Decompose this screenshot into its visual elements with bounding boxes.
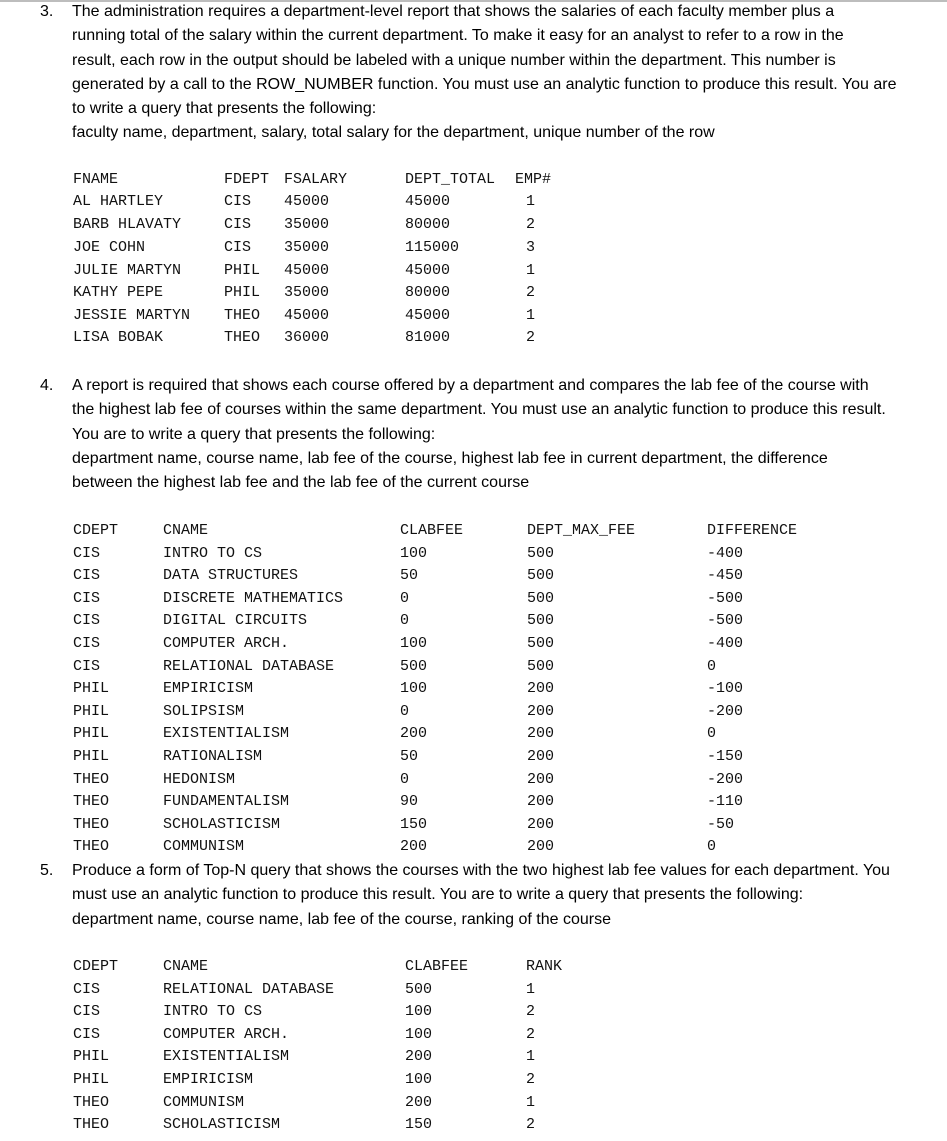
column-header: DEPT_TOTAL — [405, 171, 496, 188]
table-cell: 500 — [400, 658, 428, 675]
question-line: between the highest lab fee and the lab fee of the current course — [72, 474, 530, 492]
table-cell: 2 — [526, 1003, 536, 1020]
table-cell: 200 — [527, 838, 555, 855]
table-cell: THEO — [73, 1116, 110, 1133]
table-cell: EMPIRICISM — [163, 680, 254, 697]
table-cell: 500 — [527, 635, 555, 652]
table-row — [0, 836, 947, 858]
table-cell: THEO — [73, 816, 110, 833]
table-cell: 200 — [527, 771, 555, 788]
question-text — [72, 0, 947, 146]
question-text — [72, 374, 947, 495]
table-row — [0, 1046, 947, 1068]
table-cell: CIS — [73, 612, 101, 629]
table-cell: DISCRETE MATHEMATICS — [163, 590, 344, 607]
table-cell: 1 — [526, 1094, 536, 1111]
table-cell: -50 — [707, 816, 735, 833]
question-text — [72, 859, 947, 932]
table-cell: EXISTENTIALISM — [163, 725, 290, 742]
table-cell: 1 — [526, 193, 536, 210]
table-cell: 1 — [526, 981, 536, 998]
table-cell: 35000 — [284, 239, 330, 256]
table-cell: 2 — [526, 1026, 536, 1043]
table-cell: -450 — [707, 567, 744, 584]
table-cell: 200 — [527, 725, 555, 742]
column-header: RANK — [526, 958, 563, 975]
table-cell: INTRO TO CS — [163, 545, 263, 562]
table-cell: PHIL — [73, 1048, 110, 1065]
column-header: DIFFERENCE — [707, 522, 798, 539]
table-row — [0, 237, 947, 259]
column-header: FSALARY — [284, 171, 348, 188]
table-cell: 0 — [707, 658, 717, 675]
table-cell: PHIL — [224, 262, 261, 279]
table-cell: 50 — [400, 567, 419, 584]
table-cell: PHIL — [73, 725, 110, 742]
table-cell: 100 — [400, 545, 428, 562]
question-line: The administration requires a department-level report that shows the salaries of each faculty member plus a — [72, 3, 835, 20]
table-cell: RATIONALISM — [163, 748, 263, 765]
table-cell: 1 — [526, 1048, 536, 1065]
table-cell: THEO — [73, 1094, 110, 1111]
table-cell: 100 — [405, 1003, 433, 1020]
table-cell: CIS — [73, 658, 101, 675]
column-header: FDEPT — [224, 171, 270, 188]
question-line: department name, course name, lab fee of the course, ranking of the course — [72, 910, 611, 928]
table-cell: 2 — [526, 284, 536, 301]
table-header — [0, 956, 947, 978]
question-line: Produce a form of Top-N query that shows the courses with the two highest lab fee values for each department. You — [72, 862, 890, 879]
column-header: CDEPT — [73, 522, 119, 539]
table-cell: DIGITAL CIRCUITS — [163, 612, 308, 629]
question-line: generated by a call to the ROW_NUMBER function. You must use an analytic function to produce this result. You are — [72, 75, 897, 93]
table-cell: 100 — [405, 1071, 433, 1088]
table-cell: 45000 — [284, 193, 330, 210]
table-cell: 150 — [405, 1116, 433, 1133]
question-line: running total of the salary within the current department. To make it easy for an analyst to refer to a row in the — [72, 27, 844, 45]
table-row — [0, 701, 947, 723]
table-row — [0, 1024, 947, 1046]
table-cell: COMPUTER ARCH. — [163, 635, 290, 652]
table-cell: 1 — [526, 307, 536, 324]
table-cell: 500 — [527, 545, 555, 562]
table-row — [0, 979, 947, 1001]
table-row — [0, 260, 947, 282]
table-cell: -400 — [707, 635, 744, 652]
table-cell: 0 — [400, 771, 410, 788]
table-cell: 2 — [526, 1116, 536, 1133]
table-cell: THEO — [73, 838, 110, 855]
table-cell: -200 — [707, 703, 744, 720]
table-cell: 200 — [527, 703, 555, 720]
table-cell: -150 — [707, 748, 744, 765]
table-cell: 100 — [405, 1026, 433, 1043]
table-cell: CIS — [73, 567, 101, 584]
table-cell: THEO — [224, 307, 261, 324]
table-cell: -500 — [707, 590, 744, 607]
column-header: CLABFEE — [405, 958, 469, 975]
table-cell: 200 — [527, 816, 555, 833]
table-cell: 200 — [527, 793, 555, 810]
table-cell: 2 — [526, 329, 536, 346]
column-header: FNAME — [73, 171, 119, 188]
table-row — [0, 678, 947, 700]
table-cell: 2 — [526, 216, 536, 233]
question-line: to write a query that presents the following: — [72, 100, 377, 118]
table-cell: 35000 — [284, 284, 330, 301]
table-cell: INTRO TO CS — [163, 1003, 263, 1020]
table-row — [0, 633, 947, 655]
table-row — [0, 769, 947, 791]
table-cell: 115000 — [405, 239, 460, 256]
table-cell: 500 — [527, 658, 555, 675]
table-cell: 500 — [527, 612, 555, 629]
column-header: CDEPT — [73, 958, 119, 975]
table-cell: 200 — [405, 1048, 433, 1065]
table-row — [0, 610, 947, 632]
table-cell: 45000 — [284, 307, 330, 324]
table-row — [0, 543, 947, 565]
table-cell: PHIL — [73, 703, 110, 720]
table-cell: RELATIONAL DATABASE — [163, 658, 335, 675]
table-cell: CIS — [224, 239, 252, 256]
table-cell: COMMUNISM — [163, 1094, 245, 1111]
table-cell: CIS — [224, 216, 252, 233]
table-cell: -110 — [707, 793, 744, 810]
table-cell: 150 — [400, 816, 428, 833]
question-number: 5. — [40, 862, 54, 879]
table-cell: 200 — [527, 748, 555, 765]
table-cell: 0 — [707, 838, 717, 855]
table-cell: 45000 — [405, 193, 451, 210]
table-cell: 90 — [400, 793, 419, 810]
table-row — [0, 746, 947, 768]
table-cell: THEO — [73, 771, 110, 788]
table-cell: 200 — [400, 725, 428, 742]
question-line: must use an analytic function to produce this result. You are to write a query that presents the following: — [72, 886, 804, 904]
table-cell: 45000 — [284, 262, 330, 279]
table-row — [0, 791, 947, 813]
question-number: 4. — [40, 377, 54, 394]
table-row — [0, 305, 947, 327]
table-cell: FUNDAMENTALISM — [163, 793, 290, 810]
table-cell: COMMUNISM — [163, 838, 245, 855]
table-cell: JOE COHN — [73, 239, 146, 256]
table-cell: KATHY PEPE — [73, 284, 164, 301]
column-header: EMP# — [515, 171, 552, 188]
table-cell: 45000 — [405, 262, 451, 279]
table-cell: 200 — [405, 1094, 433, 1111]
table-cell: HEDONISM — [163, 771, 236, 788]
column-header: CLABFEE — [400, 522, 464, 539]
table-cell: 80000 — [405, 216, 451, 233]
table-cell: PHIL — [73, 680, 110, 697]
table-row — [0, 214, 947, 236]
table-cell: 45000 — [405, 307, 451, 324]
column-header: CNAME — [163, 958, 209, 975]
table-cell: 0 — [400, 590, 410, 607]
question-line: faculty name, department, salary, total salary for the department, unique number of the row — [72, 124, 715, 142]
table-row — [0, 1001, 947, 1023]
table-cell: CIS — [73, 1003, 101, 1020]
table-cell: CIS — [73, 590, 101, 607]
table-cell: DATA STRUCTURES — [163, 567, 299, 584]
table-header — [0, 169, 947, 191]
question-line: the highest lab fee of courses within the same department. You must use an analytic function to produce this result. — [72, 401, 886, 419]
table-cell: 1 — [526, 262, 536, 279]
table-cell: CIS — [73, 1026, 101, 1043]
table-cell: 50 — [400, 748, 419, 765]
table-row — [0, 588, 947, 610]
table-header — [0, 520, 947, 542]
table-row — [0, 1069, 947, 1091]
question-line: A report is required that shows each course offered by a department and compares the lab fee of the course with — [72, 377, 869, 394]
column-header: CNAME — [163, 522, 209, 539]
table-cell: PHIL — [73, 1071, 110, 1088]
question-line: department name, course name, lab fee of the course, highest lab fee in current department, the difference — [72, 449, 828, 467]
table-row — [0, 565, 947, 587]
table-cell: BARB HLAVATY — [73, 216, 182, 233]
question-line: You are to write a query that presents the following: — [72, 425, 436, 443]
table-cell: 80000 — [405, 284, 451, 301]
table-cell: PHIL — [73, 748, 110, 765]
table-cell: 3 — [526, 239, 536, 256]
table-cell: 100 — [400, 635, 428, 652]
table-cell: 36000 — [284, 329, 330, 346]
table-row — [0, 656, 947, 678]
table-cell: 2 — [526, 1071, 536, 1088]
table-cell: 100 — [400, 680, 428, 697]
table-cell: 200 — [527, 680, 555, 697]
table-row — [0, 814, 947, 836]
table-cell: SOLIPSISM — [163, 703, 245, 720]
table-cell: CIS — [73, 635, 101, 652]
table-cell: SCHOLASTICISM — [163, 1116, 281, 1133]
question-line: result, each row in the output should be labeled with a unique number within the department. This number is — [72, 51, 836, 69]
table-cell: AL HARTLEY — [73, 193, 164, 210]
table-row — [0, 327, 947, 349]
question-number: 3. — [40, 3, 54, 20]
table-row — [0, 723, 947, 745]
table-cell: JULIE MARTYN — [73, 262, 182, 279]
table-cell: EXISTENTIALISM — [163, 1048, 290, 1065]
column-header: DEPT_MAX_FEE — [527, 522, 636, 539]
table-cell: -100 — [707, 680, 744, 697]
table-cell: CIS — [73, 981, 101, 998]
table-cell: -400 — [707, 545, 744, 562]
table-cell: -200 — [707, 771, 744, 788]
table-cell: CIS — [224, 193, 252, 210]
table-cell: 35000 — [284, 216, 330, 233]
table-row — [0, 191, 947, 213]
table-cell: RELATIONAL DATABASE — [163, 981, 335, 998]
table-row — [0, 282, 947, 304]
table-cell: THEO — [224, 329, 261, 346]
table-cell: COMPUTER ARCH. — [163, 1026, 290, 1043]
table-row — [0, 1092, 947, 1114]
table-row — [0, 1114, 947, 1136]
table-cell: 0 — [707, 725, 717, 742]
table-cell: 81000 — [405, 329, 451, 346]
table-cell: JESSIE MARTYN — [73, 307, 191, 324]
table-cell: PHIL — [224, 284, 261, 301]
table-cell: LISA BOBAK — [73, 329, 164, 346]
table-cell: SCHOLASTICISM — [163, 816, 281, 833]
table-cell: 500 — [527, 567, 555, 584]
table-cell: -500 — [707, 612, 744, 629]
table-cell: 200 — [400, 838, 428, 855]
table-cell: 500 — [405, 981, 433, 998]
table-cell: CIS — [73, 545, 101, 562]
table-cell: EMPIRICISM — [163, 1071, 254, 1088]
table-cell: 0 — [400, 612, 410, 629]
table-cell: 0 — [400, 703, 410, 720]
table-cell: THEO — [73, 793, 110, 810]
table-cell: 500 — [527, 590, 555, 607]
